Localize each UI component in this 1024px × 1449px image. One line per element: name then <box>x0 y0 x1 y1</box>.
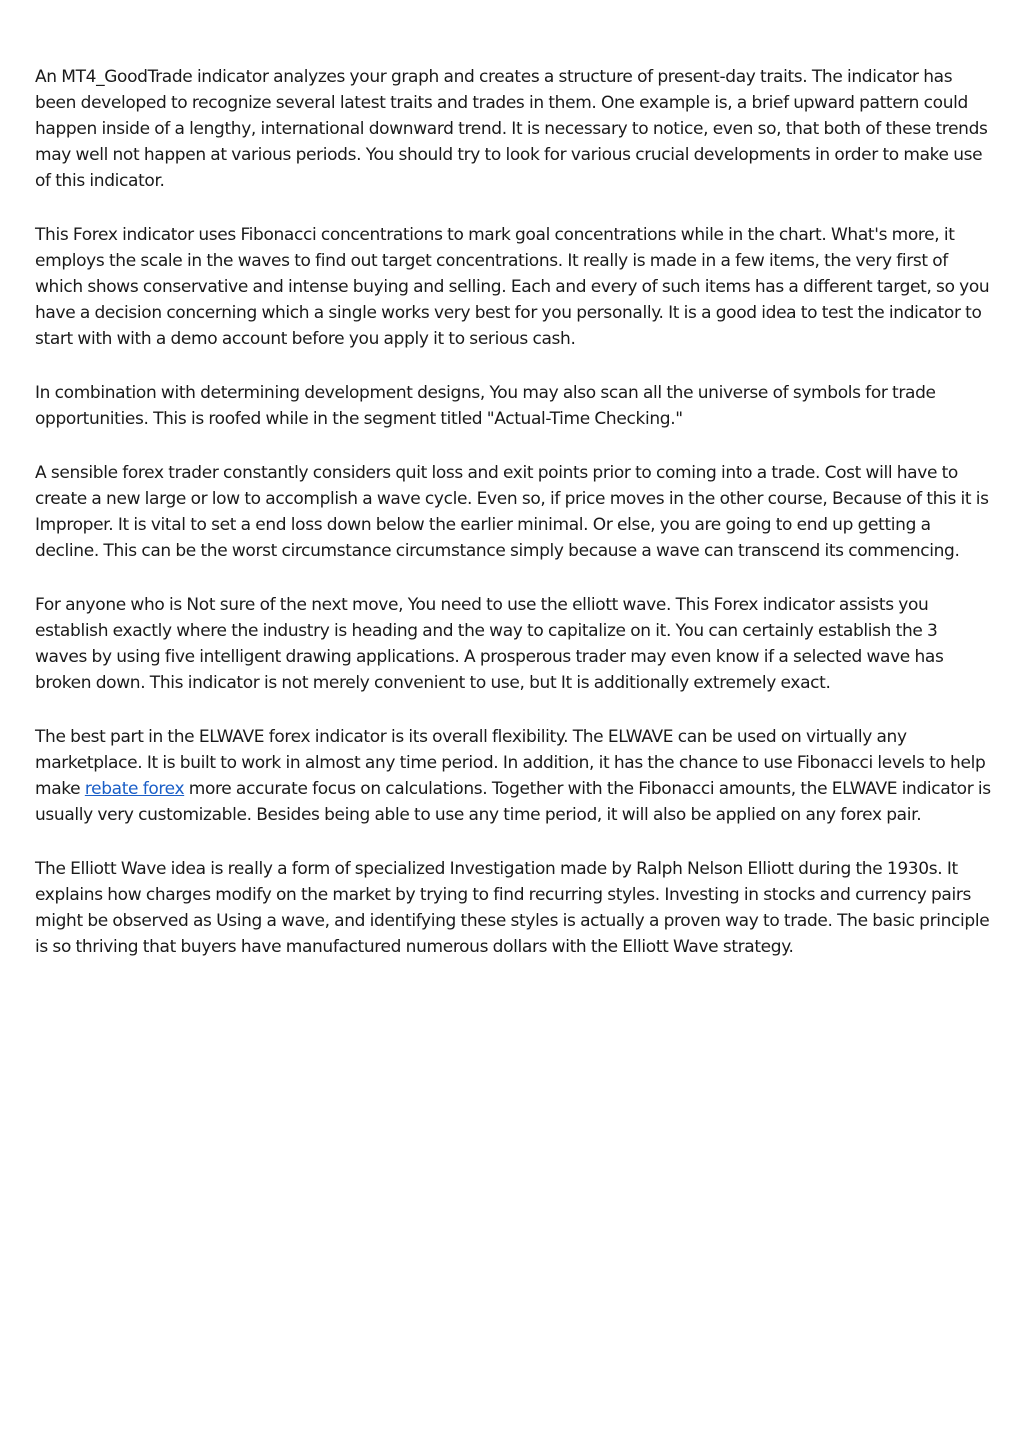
paragraph-fibonacci: This Forex indicator uses Fibonacci concentrations to mark goal concentrations while in the chart. What's more, it employs the scale in the waves to find out target concentrations. It really is made in a few items, the very first of which shows conservative and intense buying and selling. Each and every of such items has a different target, so you have a decision concerning which a single works very best for you personally. It is a good idea to test the indicator to start with with a demo account before you apply it to serious cash. <box>35 225 990 349</box>
paragraph-mt4-goodtrade: An MT4_GoodTrade indicator analyzes your graph and creates a structure of present-day traits. The indicator has been developed to recognize several latest traits and trades in them. One example is, a brief upward pattern could happen inside of a lengthy, international downward trend. It is necessary to notice, even so, that both of these trends may well not happen at various periods. You should try to look for various crucial developments in order to make use of this indicator. <box>35 67 988 191</box>
paragraph-trend-scanning: In combination with determining development designs, You may also scan all the universe of symbols for trade opportunities. This is roofed while in the segment titled "Actual-Time Checking." <box>35 383 936 429</box>
rebate-forex-link[interactable]: rebate forex <box>84 779 185 799</box>
paragraph-elwave <box>35 724 991 828</box>
paragraph-elliott-wave-tool: For anyone who is Not sure of the next move, You need to use the elliott wave. This Forex indicator assists you establish exactly where the industry is heading and the way to capitalize on it. You can certainly establish the 3 waves by using five intelligent drawing applications. A prosperous trader may even know if a selected wave has broken down. This indicator is not merely convenient to use, but It is additionally extremely exact. <box>35 595 944 693</box>
document-body <box>35 64 991 988</box>
elwave-text-before-link: The best part in the ELWAVE forex indicator is its overall flexibility. The ELWAVE can be used on virtually any marketplace. It is built to work in almost any time period. In addition, it has the chance to use Fibonacci levels to help make <box>35 727 986 799</box>
paragraph-elliott-history: The Elliott Wave idea is really a form of specialized Investigation made by Ralph Nelson Elliott during the 1930s. It explains how charges modify on the market by trying to find recurring styles. Investing in stocks and currency pairs might be observed as Using a wave, and identifying these styles is actually a proven way to trade. The basic principle is so thriving that buyers have manufactured numerous dollars with the Elliott Wave strategy. <box>35 859 990 957</box>
elwave-text-after-link: more accurate focus on calculations. Together with the Fibonacci amounts, the ELWAVE indicator is usually very customizable. Besides being able to use any time period, it will also be applied on any forex pair. <box>35 779 991 825</box>
paragraph-stop-loss: A sensible forex trader constantly considers quit loss and exit points prior to coming into a trade. Cost will have to create a new large or low to accomplish a wave cycle. Even so, if price moves in the other course, Because of this it is Improper. It is vital to set a end loss down below the earlier minimal. Or else, you are going to end up getting a decline. This can be the worst circumstance circumstance simply because a wave can transcend its commencing. <box>35 463 989 561</box>
